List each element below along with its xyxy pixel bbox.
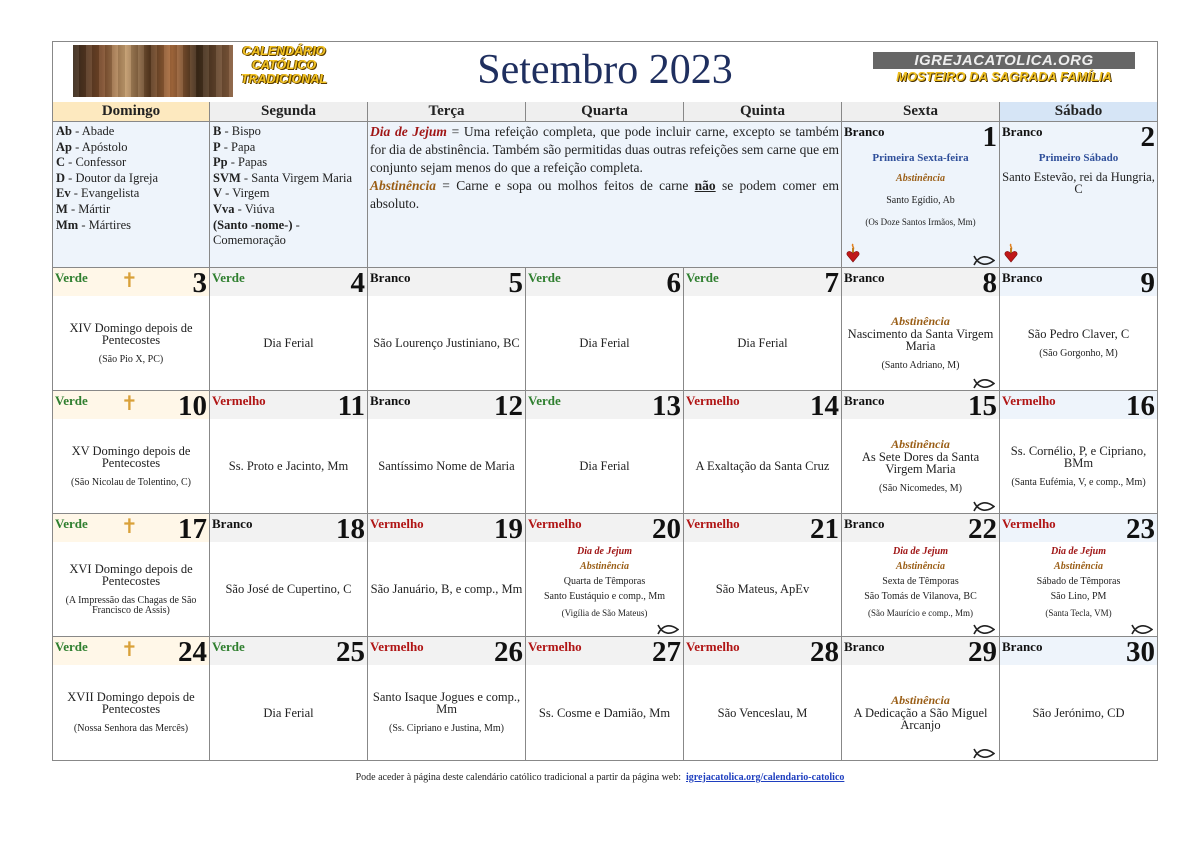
legend-entry: [213, 140, 364, 156]
weekday-header-row: [53, 102, 1157, 122]
legend-abbr: Pp: [213, 155, 228, 170]
sacred-heart-icon: [1004, 243, 1018, 263]
day-text-abst-sm: Abstinência: [896, 561, 945, 572]
day-number: 16: [1126, 391, 1155, 422]
day-text-feast: Ss. Proto e Jacinto, Mm: [228, 459, 349, 473]
day-content: [370, 298, 523, 388]
day-text-sub: (Santo Adriano, M): [881, 360, 960, 371]
day-number: 6: [666, 268, 681, 299]
legend-abbr: M: [56, 201, 68, 216]
day-text-xtiny: (Santa Tecla, VM): [1045, 608, 1112, 618]
day-cell[interactable]: [684, 637, 842, 760]
legend-entry: [56, 186, 206, 202]
day-text-abst-sm: Abstinência: [1054, 561, 1103, 572]
cross-icon: ✝: [121, 270, 138, 292]
day-number: 28: [810, 637, 839, 668]
day-number: 29: [968, 637, 997, 668]
day-cell[interactable]: [210, 637, 368, 760]
liturgical-color: Vermelho: [370, 516, 424, 531]
abstinencia-label: Abstinência: [370, 178, 437, 193]
day-text-jejum: Dia de Jejum: [1051, 546, 1106, 557]
day-cell[interactable]: [526, 391, 684, 514]
day-number: 15: [968, 391, 997, 422]
legend-abbr: V: [213, 186, 223, 201]
day-text-feast: Dia Ferial: [579, 459, 630, 473]
day-content: [1002, 667, 1155, 758]
legend-meaning: - Mártires: [78, 217, 131, 232]
day-text-feast: As Sete Dores da Santa Virgem Maria: [861, 450, 980, 476]
legend-meaning: - Evangelista: [70, 186, 140, 201]
liturgical-color: Verde: [55, 639, 88, 654]
day-text-feast: Dia Ferial: [737, 336, 788, 350]
day-text-feast: São Venceslau, M: [717, 705, 808, 720]
footer: [0, 772, 1200, 783]
day-text-feast: Ss. Cosme e Damião, Mm: [538, 705, 671, 720]
legend-meaning: - Mártir: [67, 201, 111, 216]
legend-abbr: SVM: [213, 170, 241, 185]
day-text-sub: (Ss. Cipriano e Justina, Mm): [389, 723, 504, 734]
weekday-domingo: Domingo: [53, 102, 210, 121]
day-cell[interactable]: [53, 637, 210, 760]
day-text-sub: (A Impressão das Chagas de São Francisco de Assis): [65, 594, 197, 616]
day-cell[interactable]: [842, 637, 1000, 760]
day-number: 1: [982, 122, 997, 153]
cross-icon: ✝: [121, 516, 138, 538]
day-number: 27: [652, 637, 681, 668]
day-number: 12: [494, 391, 523, 422]
legend-meaning: - Apóstolo: [71, 139, 128, 154]
day-cell[interactable]: [210, 514, 368, 637]
day-text-tiny: Sábado de Têmporas: [1036, 576, 1121, 587]
day-cell[interactable]: [684, 268, 842, 391]
day-text-tiny: Santo Egídio, Ab: [886, 195, 955, 206]
day-number: 24: [178, 637, 207, 668]
day-cell[interactable]: [526, 514, 684, 637]
day-text-tiny: Sexta de Têmporas: [882, 576, 959, 587]
day-cell[interactable]: [368, 391, 526, 514]
weekday-sábado: Sábado: [1000, 102, 1157, 121]
day-cell[interactable]: [842, 122, 1000, 268]
liturgical-color: Vermelho: [528, 516, 582, 531]
day-content: [1002, 298, 1155, 388]
day-number: 5: [508, 268, 523, 299]
day-cell[interactable]: [842, 391, 1000, 514]
day-number: 18: [336, 514, 365, 545]
liturgical-color: Verde: [55, 393, 88, 408]
day-number: 2: [1140, 122, 1155, 153]
day-cell[interactable]: [1000, 514, 1157, 637]
day-cell[interactable]: [1000, 122, 1157, 268]
day-content: [55, 421, 207, 511]
day-content: [844, 148, 997, 265]
day-text-sub: (Santa Eufémia, V, e comp., Mm): [1011, 476, 1146, 488]
legend-meaning: - Santa Virgem Maria: [240, 170, 353, 185]
weekday-quarta: Quarta: [526, 102, 684, 121]
footer-link[interactable]: igrejacatolica.org/calendario-catolico: [686, 772, 845, 783]
liturgical-color: Verde: [212, 270, 245, 285]
day-text-tiny: São Lino, PM: [1050, 591, 1107, 602]
ichthys-fish-icon: [973, 378, 995, 389]
day-text-feast: A Exaltação da Santa Cruz: [695, 459, 830, 473]
day-text-jejum: Dia de Jejum: [893, 546, 948, 557]
legend-meaning: - Viúva: [234, 201, 275, 216]
liturgical-color: Verde: [55, 270, 88, 285]
weekday-sexta: Sexta: [842, 102, 1000, 121]
liturgical-color: Verde: [528, 393, 561, 408]
day-content: [686, 421, 839, 511]
day-text-sub: (São Nicolau de Tolentino, C): [71, 476, 191, 488]
day-number: 22: [968, 514, 997, 545]
day-text-feast: Nascimento da Santa Virgem Maria: [847, 327, 994, 353]
day-cell[interactable]: [842, 268, 1000, 391]
day-text-feast: Santíssimo Nome de Maria: [378, 459, 515, 473]
day-text-feast: São José de Cupertino, C: [225, 582, 352, 596]
legend-entry: [213, 155, 364, 171]
abbreviation-legend-right: [210, 122, 368, 268]
legend-meaning: - Papas: [227, 155, 268, 170]
ichthys-fish-icon: [1131, 624, 1153, 635]
day-text-sub: (São Pio X, PC): [98, 353, 164, 365]
day-cell[interactable]: [684, 391, 842, 514]
day-text-abst: Abstinência: [891, 693, 950, 707]
day-content: [55, 667, 207, 758]
sacred-heart-icon: [846, 243, 860, 263]
day-content: [370, 667, 523, 758]
liturgical-color: Vermelho: [1002, 516, 1056, 531]
day-number: 3: [192, 268, 207, 299]
liturgical-color: Branco: [370, 393, 411, 408]
legend-abbr: Ap: [56, 139, 72, 154]
day-text-blue: Primeira Sexta-feira: [872, 152, 969, 164]
abstinencia-text-b: se podem comer em absoluto.: [370, 178, 839, 211]
day-number: 23: [1126, 514, 1155, 545]
day-cell[interactable]: [526, 637, 684, 760]
legend-entry: [56, 171, 206, 187]
weekday-terça: Terça: [368, 102, 526, 121]
day-content: [844, 421, 997, 511]
day-number: 20: [652, 514, 681, 545]
day-text-abst-sm: Abstinência: [896, 173, 945, 184]
day-text-sub: (São Nicomedes, M): [878, 483, 963, 494]
liturgical-color: Branco: [212, 516, 253, 531]
day-number: 7: [824, 268, 839, 299]
day-cell[interactable]: [368, 637, 526, 760]
day-text-blue: Primeiro Sábado: [1038, 152, 1119, 164]
liturgical-color: Verde: [528, 270, 561, 285]
day-number: 26: [494, 637, 523, 668]
day-number: 21: [810, 514, 839, 545]
liturgical-color: Branco: [370, 270, 411, 285]
liturgical-color: Vermelho: [686, 516, 740, 531]
legend-abbr: D: [56, 170, 66, 185]
footer-text: Pode aceder à página deste calendário católico tradicional a partir da página web:: [355, 772, 682, 783]
weekday-quinta: Quinta: [684, 102, 842, 121]
legend-abbr: C: [56, 155, 66, 170]
day-text-feast: Dia Ferial: [579, 336, 630, 350]
day-text-feast: São Pedro Claver, C: [1027, 326, 1130, 341]
legend-entry: [56, 202, 206, 218]
day-number: 17: [178, 514, 207, 545]
day-content: [528, 298, 681, 388]
day-cell[interactable]: [53, 391, 210, 514]
legend-entry: [56, 155, 206, 171]
day-text-feast: A Dedicação a São Miguel Arcanjo: [853, 706, 988, 732]
day-cell[interactable]: [1000, 268, 1157, 391]
day-text-abst-sm: Abstinência: [580, 561, 629, 572]
day-cell[interactable]: [526, 268, 684, 391]
day-text-feast: São Januário, B, e comp., Mm: [370, 582, 523, 596]
day-content: [1002, 421, 1155, 511]
day-text-feast: XVII Domingo depois de Pentecostes: [67, 690, 195, 716]
liturgical-color: Vermelho: [528, 639, 582, 654]
day-cell[interactable]: [368, 514, 526, 637]
day-text-sub: (Nossa Senhora das Mercês): [73, 723, 189, 734]
jejum-text: = Uma refeição completa, que pode incluir carne, excepto se também for dia de abstinência. Também são permitidas duas outras refeições sem carne que em conjunto sejam menos do que a refeição completa.: [370, 124, 839, 175]
legend-meaning: - Abade: [71, 124, 115, 138]
legend-entry: [213, 124, 364, 140]
day-cell[interactable]: [53, 268, 210, 391]
day-content: [212, 421, 365, 511]
liturgical-color: Verde: [212, 639, 245, 654]
day-text-jejum: Dia de Jejum: [577, 546, 632, 557]
abbreviation-legend-left: [53, 122, 210, 268]
legend-abbr: Ev: [56, 186, 71, 201]
legend-meaning: - Comemoração: [213, 217, 300, 248]
liturgical-color: Vermelho: [1002, 393, 1056, 408]
day-content: [55, 298, 207, 388]
day-content: [528, 542, 681, 622]
liturgical-color: Verde: [686, 270, 719, 285]
day-cell[interactable]: [684, 514, 842, 637]
day-text-xtiny: (Os Doze Santos Irmãos, Mm): [865, 217, 976, 227]
liturgical-color: Vermelho: [686, 639, 740, 654]
legend-abbr: B: [213, 124, 222, 138]
jejum-label: Dia de Jejum: [370, 124, 447, 139]
day-content: [55, 544, 207, 634]
day-number: 8: [982, 268, 997, 299]
legend-meaning: - Confessor: [65, 155, 127, 170]
legend-entry: [213, 202, 364, 218]
site-name: MOSTEIRO DA SAGRADA FAMÍLIA: [896, 69, 1112, 84]
day-cell[interactable]: [368, 268, 526, 391]
day-number: 13: [652, 391, 681, 422]
liturgical-color: Branco: [844, 124, 885, 139]
day-number: 25: [336, 637, 365, 668]
day-cell[interactable]: [53, 514, 210, 637]
legend-entry: [213, 171, 364, 187]
ichthys-fish-icon: [973, 255, 995, 266]
legend-abbr: P: [213, 139, 221, 154]
liturgical-color: Branco: [844, 270, 885, 285]
legend-meaning: - Virgem: [222, 186, 270, 201]
legend-entry: [56, 140, 206, 156]
ichthys-fish-icon: [973, 748, 995, 759]
calendar-frame: [52, 41, 1158, 761]
day-text-feast: Ss. Cornélio, P, e Cipriano, BMm: [1010, 443, 1147, 470]
liturgical-color: Branco: [844, 516, 885, 531]
day-text-tiny: São Tomás de Vilanova, BC: [864, 591, 977, 602]
day-content: [212, 298, 365, 388]
day-number: 4: [350, 268, 365, 299]
site-url[interactable]: IGREJACATOLICA.ORG: [873, 52, 1135, 69]
day-content: [212, 544, 365, 634]
calendar-header: [53, 42, 1157, 103]
day-text-tiny: Santo Eustáquio e comp., Mm: [543, 591, 666, 602]
liturgical-color: Branco: [1002, 639, 1043, 654]
day-text-abst: Abstinência: [891, 314, 950, 328]
liturgical-color: Branco: [844, 639, 885, 654]
day-text-abst: Abstinência: [891, 437, 950, 451]
day-text-feast: Santo Isaque Jogues e comp., Mm: [372, 690, 521, 716]
day-text-feast: XVI Domingo depois de Pentecostes: [69, 561, 193, 588]
logo-title: CALENDÁRIO CATÓLICO TRADICIONAL: [240, 44, 328, 86]
day-number: 14: [810, 391, 839, 422]
legend-meaning: - Doutor da Igreja: [65, 170, 159, 185]
ichthys-fish-icon: [657, 624, 679, 635]
day-text-feast: São Lourenço Justiniano, BC: [373, 336, 520, 350]
fasting-notes: [368, 122, 842, 268]
day-text-xtiny: (Vigília de São Mateus): [561, 608, 648, 618]
day-text-feast: Dia Ferial: [263, 336, 314, 350]
legend-entry: [56, 124, 206, 140]
legend-entry: [213, 186, 364, 202]
day-text-feast: Santo Estevão, rei da Hungria, C: [1002, 170, 1155, 196]
day-content: [528, 421, 681, 511]
liturgical-color: Vermelho: [370, 639, 424, 654]
day-text-feast: XV Domingo depois de Pentecostes: [71, 443, 191, 470]
day-number: 10: [178, 391, 207, 422]
weekday-segunda: Segunda: [210, 102, 368, 121]
liturgical-color: Vermelho: [212, 393, 266, 408]
day-cell[interactable]: [1000, 391, 1157, 514]
legend-entry: [213, 218, 364, 249]
day-cell[interactable]: [210, 391, 368, 514]
day-content: [528, 667, 681, 758]
liturgical-color: Verde: [55, 516, 88, 531]
day-text-feast: São Jerónimo, CD: [1032, 705, 1125, 720]
day-content: [1002, 542, 1155, 622]
liturgical-color: Branco: [1002, 124, 1043, 139]
liturgical-color: Branco: [1002, 270, 1043, 285]
liturgical-color: Vermelho: [686, 393, 740, 408]
day-cell[interactable]: [210, 268, 368, 391]
ichthys-fish-icon: [973, 624, 995, 635]
day-text-feast: Dia Ferial: [263, 705, 314, 720]
cross-icon: ✝: [121, 393, 138, 415]
day-cell[interactable]: [1000, 637, 1157, 760]
legend-meaning: - Papa: [220, 139, 256, 154]
day-content: [686, 667, 839, 758]
day-text-feast: XIV Domingo depois de Pentecostes: [69, 320, 193, 347]
day-content: [686, 544, 839, 634]
legend-abbr: Ab: [56, 124, 72, 138]
legend-meaning: - Bispo: [221, 124, 261, 138]
day-content: [212, 667, 365, 758]
cross-icon: ✝: [121, 639, 138, 661]
day-text-sub: (São Gorgonho, M): [1039, 347, 1118, 359]
day-content: [844, 667, 997, 758]
day-text-feast: São Mateus, ApEv: [715, 582, 810, 596]
ichthys-fish-icon: [973, 501, 995, 512]
site-logo[interactable]: [873, 52, 1135, 85]
day-text-xtiny: (São Maurício e comp., Mm): [868, 608, 973, 618]
day-content: [1002, 148, 1155, 265]
page-title: Setembro 2023: [477, 47, 733, 93]
day-number: 19: [494, 514, 523, 545]
legend-entry: [56, 218, 206, 234]
day-content: [370, 421, 523, 511]
day-number: 11: [337, 391, 365, 422]
legend-abbr: Vva: [213, 201, 235, 216]
abstinencia-bold-word: não: [694, 178, 716, 193]
day-content: [370, 544, 523, 634]
day-cell[interactable]: [842, 514, 1000, 637]
day-content: [844, 542, 997, 622]
day-number: 9: [1140, 268, 1155, 299]
abstinencia-text-a: = Carne e sopa ou molhos feitos de carne: [436, 178, 695, 193]
day-content: [844, 298, 997, 388]
day-text-tiny: Quarta de Têmporas: [563, 576, 646, 587]
day-number: 30: [1126, 637, 1155, 668]
liturgical-color: Branco: [844, 393, 885, 408]
day-content: [686, 298, 839, 388]
legend-abbr: Mm: [56, 217, 79, 232]
legend-abbr: (Santo -nome-): [213, 217, 293, 232]
